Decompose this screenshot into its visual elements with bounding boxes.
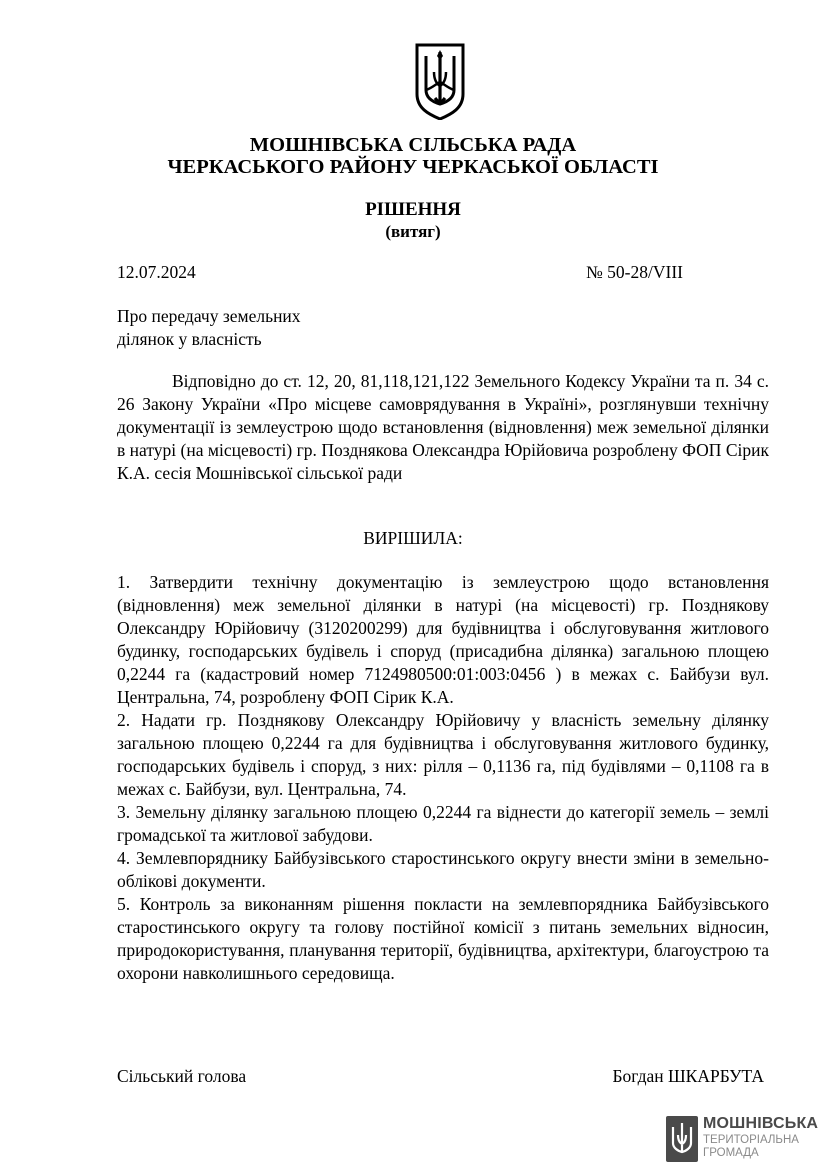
decided-heading: ВИРІШИЛА:	[363, 528, 463, 548]
logo-subtitle-line-2: ГРОМАДА	[703, 1147, 759, 1159]
document-title: РІШЕННЯ	[365, 199, 461, 220]
document-subject	[117, 305, 417, 351]
subject-line-2: ділянок у власність	[117, 329, 262, 349]
community-logo	[666, 1114, 819, 1164]
document-number: № 50-28/VIII	[586, 262, 683, 282]
logo-trident-icon	[666, 1116, 698, 1162]
document-subtitle: (витяг)	[385, 222, 441, 241]
subject-line-1: Про передачу земельних	[117, 306, 301, 326]
trident-coat-of-arms-icon	[414, 42, 466, 120]
logo-subtitle	[703, 1134, 799, 1160]
decision-item-4: 4. Землевпоряднику Байбузівського старостинського округу внести зміни в земельно-облікові документи.	[117, 848, 769, 891]
logo-subtitle-line-1: ТЕРИТОРІАЛЬНА	[703, 1134, 799, 1146]
decision-item-3: 3. Земельну ділянку загальною площею 0,2244 га віднести до категорії земель – землі громадської та житлової забудови.	[117, 802, 769, 845]
logo-title: МОШНІВСЬКА	[703, 1115, 819, 1132]
signer-name: Богдан ШКАРБУТА	[612, 1066, 764, 1086]
council-name: МОШНІВСЬКА СІЛЬСЬКА РАДА	[249, 134, 577, 156]
preamble-paragraph: Відповідно до ст. 12, 20, 81,118,121,122 Земельного Кодексу України та п. 34 с. 26 Закону України «Про місцеве самоврядування в Україні», розглянувши технічну документації із землеустрою щодо встановлення (відновлення) меж земельної ділянки в натурі (на місцевості) гр. Позднякова Олександра Юрійовича розроблену ФОП Сірик К.А. сесія Мошнівської сільської ради	[117, 371, 769, 483]
district-name: ЧЕРКАСЬКОГО РАЙОНУ ЧЕРКАСЬКОЇ ОБЛАСТІ	[167, 156, 659, 178]
decision-items	[117, 571, 769, 985]
decision-item-5: 5. Контроль за виконанням рішення покласти на землевпорядника Байбузівського старостинського округу та голову постійної комісії з питань земельних відносин, природокористування, планування території, будівництва, архітектури, благоустрою та охорони навколишнього середовища.	[117, 894, 769, 983]
decision-item-2: 2. Надати гр. Позднякову Олександру Юрійовичу у власність земельну ділянку загальною площею 0,2244 га для будівництва і обслуговування житлового будинку, господарських будівель і споруд, з них: рілля – 0,1136 га, під будівлями – 0,1108 га в межах с. Байбузи, вул. Центральна, 74.	[117, 710, 769, 799]
signer-position: Сільський голова	[117, 1066, 247, 1086]
document-date: 12.07.2024	[117, 262, 196, 282]
decision-item-1: 1. Затвердити технічну документацію із землеустрою щодо встановлення (відновлення) меж земельної ділянки в натурі (на місцевості) гр. Позднякову Олександру Юрійовичу (3120200299) для будівництва і обслуговування житлового будинку, господарських будівель і споруд (присадибна ділянка) загальною площею 0,2244 га (кадастровий номер 7124980500:01:003:0456 ) в межах с. Байбузи вул. Центральна, 74, розроблену ФОП Сірик К.А.	[117, 572, 769, 707]
